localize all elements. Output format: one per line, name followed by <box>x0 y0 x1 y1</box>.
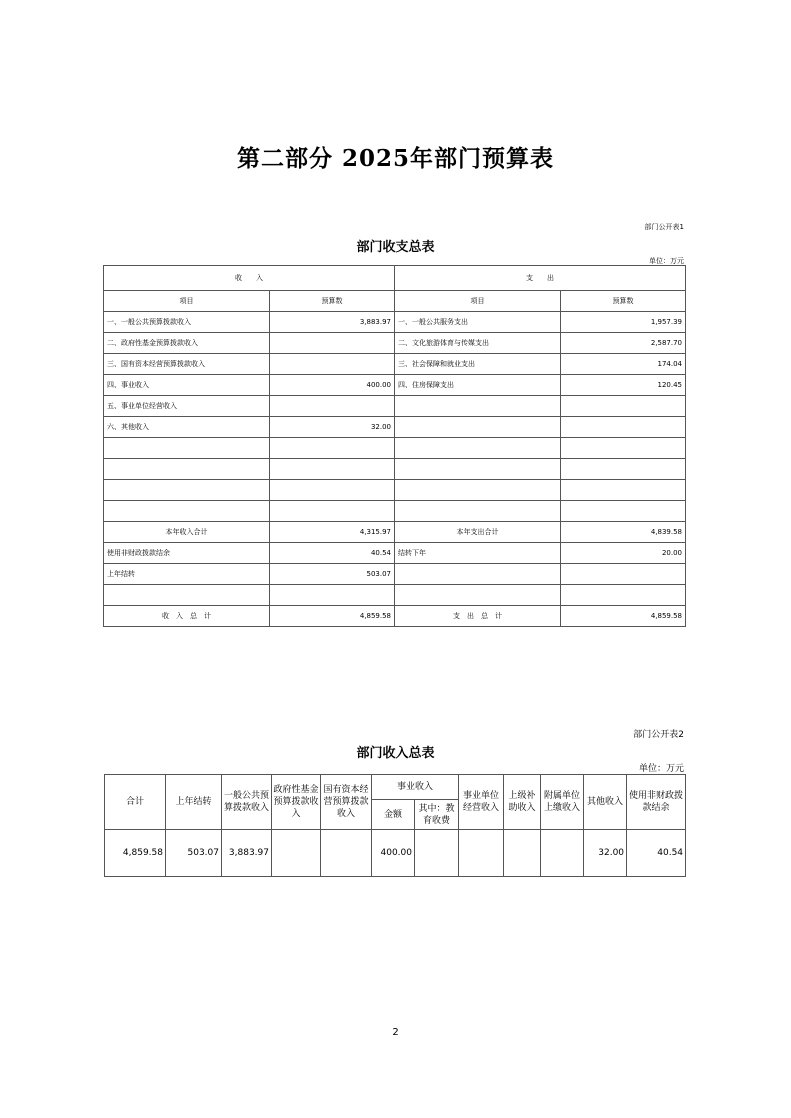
table-row <box>104 354 686 375</box>
income-amount <box>270 459 395 480</box>
income-amount <box>270 354 395 375</box>
expense-amount <box>561 396 686 417</box>
col-amount-header: 预算数 <box>561 291 686 312</box>
table-row <box>104 291 686 312</box>
expense-item <box>395 501 561 522</box>
cell-fund <box>272 830 321 877</box>
cell-edu <box>415 830 459 877</box>
table1-code: 部门公开表1 <box>644 223 684 231</box>
table-row <box>104 459 686 480</box>
header-affiliated: 附属单位上缴收入 <box>541 775 584 830</box>
expense-amount: 1,957.39 <box>561 312 686 333</box>
total-income-label: 收 入 总 计 <box>104 606 270 627</box>
expense-item: 二、文化旅游体育与传媒支出 <box>395 333 561 354</box>
table-row <box>104 522 686 543</box>
page-number: 2 <box>392 1027 399 1038</box>
income-item: 六、其他收入 <box>104 417 270 438</box>
total-income-amount: 4,859.58 <box>270 606 395 627</box>
income-item: 二、政府性基金预算拨款收入 <box>104 333 270 354</box>
carry-prev-label: 上年结转 <box>104 564 270 585</box>
carry-next-label: 结转下年 <box>395 543 561 564</box>
cell-other: 32.00 <box>584 830 627 877</box>
col-item-header: 项目 <box>395 291 561 312</box>
expense-amount: 120.45 <box>561 375 686 396</box>
carry-next-amount: 20.00 <box>561 543 686 564</box>
year-expense-label: 本年支出合计 <box>395 522 561 543</box>
expense-amount: 174.04 <box>561 354 686 375</box>
table-row <box>104 606 686 627</box>
nonfiscal-amount: 40.54 <box>270 543 395 564</box>
table-row <box>104 396 686 417</box>
table-row <box>104 333 686 354</box>
income-amount <box>270 333 395 354</box>
year-income-label: 本年收入合计 <box>104 522 270 543</box>
income-item: 一、一般公共预算拨款收入 <box>104 312 270 333</box>
table-row <box>104 543 686 564</box>
income-amount <box>270 438 395 459</box>
header-edu: 其中：教育收费 <box>415 800 459 830</box>
expense-item <box>395 417 561 438</box>
expense-amount <box>561 501 686 522</box>
income-amount <box>270 480 395 501</box>
expense-amount <box>561 438 686 459</box>
col-amount-header: 预算数 <box>270 291 395 312</box>
income-header: 收 入 <box>104 266 395 291</box>
income-item <box>104 501 270 522</box>
income-amount: 3,883.97 <box>270 312 395 333</box>
income-item <box>104 480 270 501</box>
income-amount <box>270 396 395 417</box>
header-other: 其他收入 <box>584 775 627 830</box>
expense-item: 四、住房保障支出 <box>395 375 561 396</box>
cell-prev: 503.07 <box>166 830 222 877</box>
income-amount: 32.00 <box>270 417 395 438</box>
table2-unit: 单位：万元 <box>638 764 684 774</box>
header-total: 合计 <box>105 775 166 830</box>
income-amount: 400.00 <box>270 375 395 396</box>
header-business: 事业收入 <box>372 775 459 800</box>
table-row <box>104 438 686 459</box>
table-row <box>104 266 686 291</box>
table-row <box>104 417 686 438</box>
cell-operating <box>459 830 504 877</box>
expense-item <box>395 396 561 417</box>
nonfiscal-label: 使用非财政拨款结余 <box>104 543 270 564</box>
table-row <box>105 830 686 877</box>
total-expense-label: 支 出 总 计 <box>395 606 561 627</box>
header-operating: 事业单位经营收入 <box>459 775 504 830</box>
expense-item: 一、一般公共服务支出 <box>395 312 561 333</box>
budget-summary-table <box>103 265 686 627</box>
income-item: 五、事业单位经营收入 <box>104 396 270 417</box>
table-row <box>104 585 686 606</box>
header-fund: 政府性基金预算拨款收入 <box>272 775 321 830</box>
income-amount <box>270 501 395 522</box>
expense-amount <box>561 417 686 438</box>
expense-item <box>395 480 561 501</box>
table-row <box>104 501 686 522</box>
header-amount: 金额 <box>372 800 415 830</box>
header-prev: 上年结转 <box>166 775 222 830</box>
expense-header: 支 出 <box>395 266 686 291</box>
cell-affiliated <box>541 830 584 877</box>
expense-item <box>395 459 561 480</box>
total-expense-amount: 4,859.58 <box>561 606 686 627</box>
expense-amount: 2,587.70 <box>561 333 686 354</box>
income-item <box>104 459 270 480</box>
expense-amount <box>561 480 686 501</box>
cell-general: 3,883.97 <box>222 830 272 877</box>
cell-state <box>321 830 372 877</box>
table-row <box>104 480 686 501</box>
table1-title: 部门收支总表 <box>356 240 435 255</box>
year-expense-amount: 4,839.58 <box>561 522 686 543</box>
carry-prev-amount: 503.07 <box>270 564 395 585</box>
income-summary-table <box>104 774 686 877</box>
income-item: 四、事业收入 <box>104 375 270 396</box>
header-nonfiscal: 使用非财政拨款结余 <box>627 775 686 830</box>
table2-code: 部门公开表2 <box>633 730 684 740</box>
table-row <box>104 312 686 333</box>
expense-amount <box>561 459 686 480</box>
header-superior: 上级补助收入 <box>504 775 541 830</box>
cell-nonfiscal: 40.54 <box>627 830 686 877</box>
expense-item <box>395 438 561 459</box>
table-row <box>105 775 686 800</box>
table-row <box>104 375 686 396</box>
table1-unit: 单位：万元 <box>649 257 684 265</box>
income-item: 三、国有资本经营预算拨款收入 <box>104 354 270 375</box>
year-income-amount: 4,315.97 <box>270 522 395 543</box>
expense-item: 三、社会保障和就业支出 <box>395 354 561 375</box>
header-general: 一般公共预算拨款收入 <box>222 775 272 830</box>
cell-superior <box>504 830 541 877</box>
header-state: 国有资本经营预算拨款收入 <box>321 775 372 830</box>
income-item <box>104 438 270 459</box>
col-item-header: 项目 <box>104 291 270 312</box>
page-title: 第二部分 2025年部门预算表 <box>236 145 555 172</box>
cell-total: 4,859.58 <box>105 830 166 877</box>
cell-amount: 400.00 <box>372 830 415 877</box>
table-row <box>104 564 686 585</box>
table2-title: 部门收入总表 <box>356 746 435 761</box>
